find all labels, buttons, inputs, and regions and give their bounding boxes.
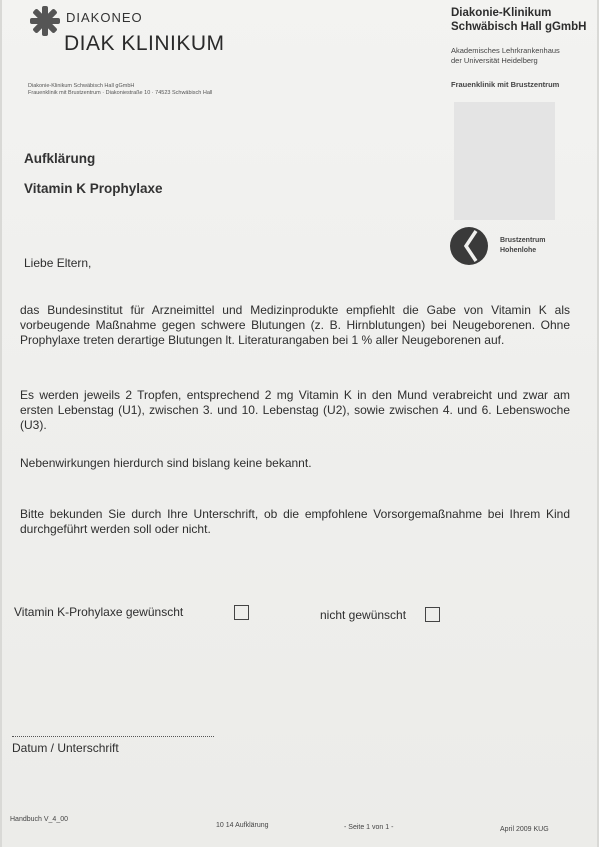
greeting: Liebe Eltern, <box>24 256 92 270</box>
checkbox-not-wanted[interactable] <box>425 607 440 622</box>
clinic-affiliation-line: Akademisches Lehrkrankenhaus <box>451 46 560 55</box>
return-address <box>28 83 212 97</box>
clinic-affiliation <box>451 46 560 66</box>
option-wanted-label: Vitamin K-Prohylaxe gewünscht <box>14 605 184 619</box>
brustzentrum-label <box>500 236 546 256</box>
signature-label: Datum / Unterschrift <box>12 741 119 755</box>
clinic-name-line: Schwäbisch Hall gGmbH <box>451 21 587 33</box>
brustzentrum-logo-icon <box>449 226 489 266</box>
brand-name-small: DIAKONEO <box>66 10 143 25</box>
diakoneo-logo-icon <box>28 4 62 38</box>
return-address-line: Frauenklinik mit Brustzentrum · Diakoniestraße 10 · 74523 Schwäbisch Hall <box>28 90 213 96</box>
checkbox-wanted[interactable] <box>234 605 249 620</box>
footer-doc-id: 10 14 Aufklärung <box>216 822 269 829</box>
patient-label-area <box>454 102 555 220</box>
footer-page-number: - Seite 1 von 1 - <box>344 824 394 831</box>
brand-name: DIAK KLINIKUM <box>64 32 225 55</box>
document-page <box>2 0 597 847</box>
footer-handbook: Handbuch V_4_00 <box>10 816 68 823</box>
clinic-name <box>451 6 586 34</box>
option-not-wanted-label: nicht gewünscht <box>320 608 407 622</box>
footer-date: April 2009 KUG <box>500 826 549 833</box>
clinic-name-line: Diakonie-Klinikum <box>451 7 552 19</box>
document-title: Aufklärung <box>24 151 96 166</box>
paragraph-intro: das Bundesinstitut für Arzneimittel und Medizinprodukte empfiehlt die Gabe von Vitamin K als vorbeugende Maßnahme gegen schwere Blutungen (z. B. Hirnblutungen) bei Neugeborenen. Ohne Prophylaxe treten derartige Blutungen lt. Literaturangaben bei 1 % aller Neugeborenen auf. <box>20 303 570 347</box>
clinic-department: Frauenklinik mit Brustzentrum <box>451 80 560 89</box>
paragraph-side-effects: Nebenwirkungen hierdurch sind bislang keine bekannt. <box>20 456 312 470</box>
paragraph-instruction: Bitte bekunden Sie durch Ihre Unterschrift, ob die empfohlene Vorsorgemaßnahme bei Ihrem Kind durchgeführt werden soll oder nicht. <box>20 507 570 536</box>
document-subtitle: Vitamin K Prophylaxe <box>24 181 163 196</box>
brustzentrum-label-line: Hohenlohe <box>500 247 537 254</box>
return-address-line: Diakonie-Klinikum Schwäbisch Hall gGmbH <box>28 83 135 89</box>
brustzentrum-label-line: Brustzentrum <box>500 237 546 244</box>
paragraph-dosage: Es werden jeweils 2 Tropfen, entsprechend 2 mg Vitamin K in den Mund verabreicht und zwar am ersten Lebenstag (U1), zwischen 3. und 10. Lebenstag (U2), sowie zwischen 4. und 6. Lebenswoche (U3). <box>20 388 570 432</box>
signature-line[interactable] <box>12 736 214 737</box>
clinic-affiliation-line: der Universität Heidelberg <box>451 56 538 65</box>
